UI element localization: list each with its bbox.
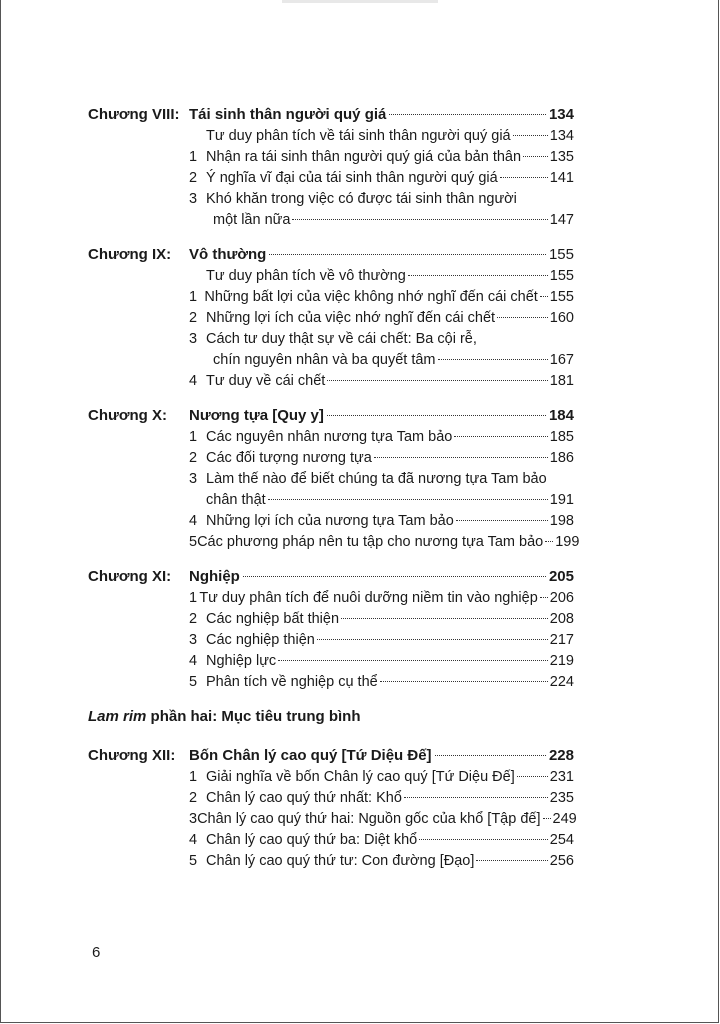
toc-entry <box>88 170 574 191</box>
dot-leader <box>419 839 548 840</box>
entry-text: Những lợi ích của việc nhớ nghĩ đến cái chết <box>206 310 496 326</box>
toc-entry <box>88 352 574 373</box>
entry-text: Nhận ra tái sinh thân người quý giá của bản thân <box>206 149 522 165</box>
chapter-label: Chương X: <box>88 407 168 424</box>
dot-leader <box>389 114 546 115</box>
entry-text: Chân lý cao quý thứ ba: Diệt khổ <box>206 832 418 848</box>
entry-number: 5 <box>189 534 198 550</box>
top-tab <box>282 0 438 3</box>
entry-number: 3 <box>189 632 198 648</box>
chapter-label: Chương IX: <box>88 246 172 263</box>
dot-leader <box>317 639 548 640</box>
entry-text: Cách tư duy thật sự về cái chết: Ba cội rễ, <box>206 331 477 347</box>
chapter-heading-row <box>88 568 574 588</box>
entry-page: 206 <box>549 590 574 606</box>
entry-page: 224 <box>549 674 574 690</box>
entry-number: 3 <box>189 811 198 827</box>
dot-leader <box>523 156 548 157</box>
chapter-title: Nương tựa [Quy y] <box>189 407 324 424</box>
part-heading <box>88 708 574 730</box>
entry-page: 186 <box>549 450 574 466</box>
entry-page: 160 <box>549 310 574 326</box>
toc-entry <box>88 191 574 212</box>
entry-page: 256 <box>549 853 574 869</box>
toc-entry <box>88 632 574 653</box>
dot-leader <box>517 776 548 777</box>
dot-leader <box>341 618 548 619</box>
entry-page: 235 <box>549 790 574 806</box>
toc-entry <box>88 212 574 233</box>
chapter-page: 205 <box>548 568 574 585</box>
toc-entry <box>88 149 574 170</box>
chapter-label: Chương XII: <box>88 747 176 764</box>
dot-leader <box>513 135 548 136</box>
dot-leader <box>374 457 548 458</box>
toc-chapter <box>88 568 574 695</box>
entry-text: Các phương pháp nên tu tập cho nương tựa Tam bảo <box>197 534 544 550</box>
toc-chapter <box>88 246 574 394</box>
dot-leader <box>408 275 548 276</box>
entry-page: 155 <box>549 268 574 284</box>
toc-entry <box>88 590 574 611</box>
toc-section-a <box>88 106 580 695</box>
toc-entry <box>88 450 574 471</box>
entry-number: 4 <box>189 373 198 389</box>
dot-leader <box>435 755 546 756</box>
dot-leader <box>327 415 546 416</box>
entry-text: chín nguyên nhân và ba quyết tâm <box>213 352 436 368</box>
entry-text: Các nguyên nhân nương tựa Tam bảo <box>206 429 453 445</box>
entry-number: 1 <box>189 590 198 606</box>
toc-entry <box>88 653 574 674</box>
chapter-page: 134 <box>548 106 574 123</box>
toc-entry <box>88 492 574 513</box>
entry-page: 219 <box>549 653 574 669</box>
entry-page: 254 <box>549 832 574 848</box>
entry-number: 1 <box>189 149 198 165</box>
entry-number: 1 <box>189 769 198 785</box>
chapter-title: Nghiệp <box>189 568 240 585</box>
chapter-heading-row <box>88 407 574 427</box>
dot-leader <box>545 541 553 542</box>
dot-leader <box>540 296 548 297</box>
toc-entry <box>88 373 574 394</box>
toc-chapter <box>88 407 580 555</box>
entry-number: 3 <box>189 471 198 487</box>
entry-page: 147 <box>549 212 574 228</box>
chapter-heading-row <box>88 106 574 126</box>
entry-text: Chân lý cao quý thứ nhất: Khổ <box>206 790 402 806</box>
chapter-page: 228 <box>548 747 574 764</box>
entry-page: 181 <box>549 373 574 389</box>
toc-entry <box>88 674 574 695</box>
dot-leader <box>497 317 548 318</box>
entry-page: 191 <box>549 492 574 508</box>
dot-leader <box>454 436 547 437</box>
dot-leader <box>327 380 547 381</box>
entry-page: 217 <box>549 632 574 648</box>
entry-number: 1 <box>189 429 198 445</box>
dot-leader <box>404 797 548 798</box>
entry-page: 141 <box>549 170 574 186</box>
entry-text: Làm thế nào để biết chúng ta đã nương tựa Tam bảo <box>206 471 547 487</box>
entry-text: một lần nữa <box>213 212 291 228</box>
toc-entry <box>88 611 574 632</box>
entry-text: Ý nghĩa vĩ đại của tái sinh thân người quý giá <box>206 170 498 186</box>
entry-page: 185 <box>549 429 574 445</box>
entry-text: Chân lý cao quý thứ hai: Nguồn gốc của khổ [Tập đế] <box>197 811 541 827</box>
entry-text: Những lợi ích của nương tựa Tam bảo <box>206 513 454 529</box>
entry-number: 1 <box>189 289 198 305</box>
entry-text: chân thật <box>206 492 266 508</box>
entry-text: Tư duy phân tích về vô thường <box>206 268 406 284</box>
entry-number: 3 <box>189 331 198 347</box>
toc-chapter <box>88 747 577 874</box>
toc-entry <box>88 268 574 289</box>
entry-number: 4 <box>189 832 198 848</box>
entry-page: 155 <box>549 289 574 305</box>
entry-text: Tư duy về cái chết <box>206 373 326 389</box>
dot-leader <box>476 860 547 861</box>
toc-entry <box>88 790 574 811</box>
entry-text: Chân lý cao quý thứ tư: Con đường [Đạo] <box>206 853 475 869</box>
toc-section-b <box>88 747 577 874</box>
entry-page: 249 <box>552 811 577 827</box>
chapter-page: 184 <box>548 407 574 424</box>
chapter-label: Chương XI: <box>88 568 172 585</box>
entry-number: 2 <box>189 310 198 326</box>
part-heading-rest: phần hai: Mục tiêu trung bình <box>146 708 361 725</box>
entry-number: 3 <box>189 191 198 207</box>
entry-text: Các nghiệp bất thiện <box>206 611 340 627</box>
chapter-title: Vô thường <box>189 246 267 263</box>
entry-number: 4 <box>189 513 198 529</box>
dot-leader <box>269 254 546 255</box>
entry-text: Các đối tượng nương tựa <box>206 450 372 466</box>
chapter-label: Chương VIII: <box>88 106 180 123</box>
dot-leader <box>292 219 547 220</box>
part-heading-italic: Lam rim <box>88 708 147 725</box>
dot-leader <box>438 359 548 360</box>
entry-page: 135 <box>549 149 574 165</box>
entry-number: 5 <box>189 674 198 690</box>
dot-leader <box>380 681 548 682</box>
entry-page: 134 <box>549 128 574 144</box>
dot-leader <box>540 597 548 598</box>
toc-entry <box>88 534 580 555</box>
entry-text: Nghiệp lực <box>206 653 277 669</box>
dot-leader <box>543 818 551 819</box>
toc-entry <box>88 471 574 492</box>
table-of-contents <box>88 106 580 887</box>
entry-number: 4 <box>189 653 198 669</box>
toc-entry <box>88 331 574 352</box>
toc-entry <box>88 811 577 832</box>
entry-page: 208 <box>549 611 574 627</box>
entry-page: 231 <box>549 769 574 785</box>
toc-entry <box>88 289 574 310</box>
dot-leader <box>268 499 548 500</box>
entry-text: Tư duy phân tích để nuôi dưỡng niềm tin vào nghiệp <box>199 590 538 606</box>
chapter-title: Bốn Chân lý cao quý [Tứ Diệu Đế] <box>189 747 432 764</box>
entry-number: 2 <box>189 450 198 466</box>
entry-text: Những bất lợi của việc không nhớ nghĩ đến cái chết <box>204 289 538 305</box>
entry-page: 198 <box>549 513 574 529</box>
dot-leader <box>243 576 546 577</box>
entry-page: 199 <box>555 534 580 550</box>
dot-leader <box>278 660 548 661</box>
entry-number: 2 <box>189 611 198 627</box>
dot-leader <box>456 520 548 521</box>
toc-entry <box>88 429 574 450</box>
entry-number: 2 <box>189 170 198 186</box>
entry-number: 2 <box>189 790 198 806</box>
dot-leader <box>500 177 548 178</box>
toc-chapter <box>88 106 574 233</box>
entry-text: Giải nghĩa về bốn Chân lý cao quý [Tứ Diệu Đế] <box>206 769 515 785</box>
entry-text: Khó khăn trong việc có được tái sinh thân người <box>206 191 517 207</box>
entry-page: 167 <box>549 352 574 368</box>
entry-text: Phân tích về nghiệp cụ thể <box>206 674 378 690</box>
toc-entry <box>88 128 574 149</box>
toc-entry <box>88 513 574 534</box>
toc-entry <box>88 853 574 874</box>
chapter-title: Tái sinh thân người quý giá <box>189 106 387 123</box>
toc-entry <box>88 310 574 331</box>
toc-entry <box>88 769 574 790</box>
chapter-heading-row <box>88 246 574 266</box>
entry-number: 5 <box>189 853 198 869</box>
page-number: 6 <box>92 944 101 961</box>
chapter-heading-row <box>88 747 574 767</box>
entry-text: Tư duy phân tích về tái sinh thân người quý giá <box>206 128 511 144</box>
toc-entry <box>88 832 574 853</box>
chapter-page: 155 <box>548 246 574 263</box>
entry-text: Các nghiệp thiện <box>206 632 315 648</box>
